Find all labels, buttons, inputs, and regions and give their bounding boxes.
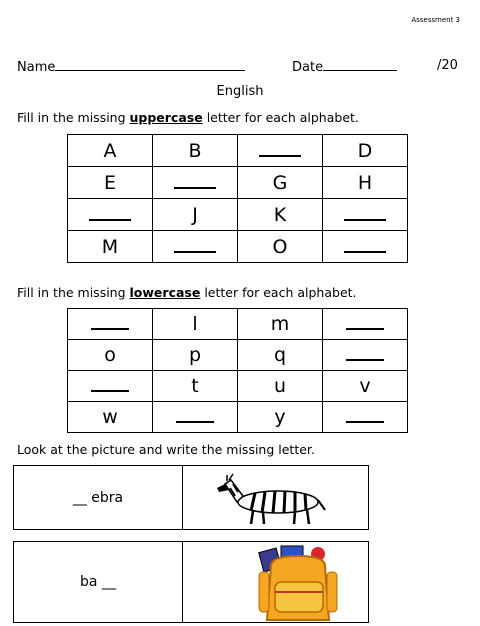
blank-line[interactable]	[346, 345, 384, 361]
blank-cell[interactable]	[238, 135, 323, 167]
picture-row-zebra	[13, 465, 369, 530]
blank-cell[interactable]	[68, 199, 153, 231]
letter-cell: u	[238, 371, 323, 402]
name-line[interactable]	[55, 58, 245, 71]
zebra-icon	[183, 466, 368, 529]
picture-row-backpack	[13, 541, 369, 623]
instruction-text: letter for each alphabet.	[202, 110, 359, 125]
letter-cell: O	[238, 231, 323, 263]
letter-cell: l	[153, 309, 238, 340]
blank-cell[interactable]	[323, 309, 408, 340]
blank-cell[interactable]	[68, 371, 153, 402]
table-row	[68, 309, 408, 340]
letter-cell: o	[68, 340, 153, 371]
name-label: Name	[17, 60, 56, 75]
table-row	[68, 167, 408, 199]
blank-line[interactable]	[346, 314, 384, 330]
blank-cell[interactable]	[153, 231, 238, 263]
picture-cell	[183, 542, 368, 622]
blank-cell[interactable]	[323, 199, 408, 231]
blank-line[interactable]	[89, 205, 131, 221]
table-row	[68, 402, 408, 433]
letter-cell: m	[238, 309, 323, 340]
word-text: __ ebra	[72, 489, 124, 506]
blank-line[interactable]	[176, 407, 214, 423]
instruction-emphasis: uppercase	[129, 110, 203, 125]
table-row	[68, 199, 408, 231]
blank-line[interactable]	[91, 314, 129, 330]
instruction-text: Fill in the missing	[17, 285, 130, 300]
backpack-icon	[183, 542, 368, 622]
letter-cell: K	[238, 199, 323, 231]
letter-cell: A	[68, 135, 153, 167]
letter-cell: H	[323, 167, 408, 199]
instruction-text: Fill in the missing	[17, 110, 130, 125]
assessment-label: Assessment 3	[411, 16, 460, 24]
letter-cell: w	[68, 402, 153, 433]
blank-line[interactable]	[91, 376, 129, 392]
table-row	[68, 135, 408, 167]
letter-cell: p	[153, 340, 238, 371]
uppercase-instruction	[17, 110, 359, 125]
lowercase-table	[67, 308, 408, 433]
word-text: ba __	[80, 574, 116, 590]
blank-cell[interactable]	[153, 402, 238, 433]
blank-line[interactable]	[346, 407, 384, 423]
date-field[interactable]	[292, 58, 397, 75]
blank-cell[interactable]	[68, 309, 153, 340]
score-label: /20	[437, 58, 458, 73]
blank-line[interactable]	[259, 141, 301, 157]
blank-cell[interactable]	[323, 231, 408, 263]
letter-cell: B	[153, 135, 238, 167]
table-row	[68, 231, 408, 263]
letter-cell: J	[153, 199, 238, 231]
lowercase-instruction	[17, 285, 357, 300]
subject-title: English	[216, 84, 264, 99]
blank-line[interactable]	[344, 205, 386, 221]
letter-cell: M	[68, 231, 153, 263]
instruction-emphasis: lowercase	[129, 285, 201, 300]
table-row	[68, 371, 408, 402]
blank-line[interactable]	[344, 237, 386, 253]
picture-cell	[183, 466, 368, 529]
blank-cell[interactable]	[323, 402, 408, 433]
letter-cell: D	[323, 135, 408, 167]
instruction-text: letter for each alphabet.	[200, 285, 357, 300]
word-cell[interactable]	[14, 466, 183, 529]
date-label: Date	[292, 60, 324, 75]
letter-cell: y	[238, 402, 323, 433]
letter-cell: t	[153, 371, 238, 402]
blank-cell[interactable]	[153, 167, 238, 199]
letter-cell: E	[68, 167, 153, 199]
blank-cell[interactable]	[323, 340, 408, 371]
date-line[interactable]	[323, 58, 397, 71]
letter-cell: q	[238, 340, 323, 371]
letter-cell: G	[238, 167, 323, 199]
uppercase-table	[67, 134, 408, 263]
name-field[interactable]	[17, 58, 245, 75]
blank-line[interactable]	[174, 237, 216, 253]
blank-line[interactable]	[174, 173, 216, 189]
letter-cell: v	[323, 371, 408, 402]
picture-instruction: Look at the picture and write the missing letter.	[17, 442, 315, 457]
word-cell[interactable]	[14, 542, 183, 622]
table-row	[68, 340, 408, 371]
